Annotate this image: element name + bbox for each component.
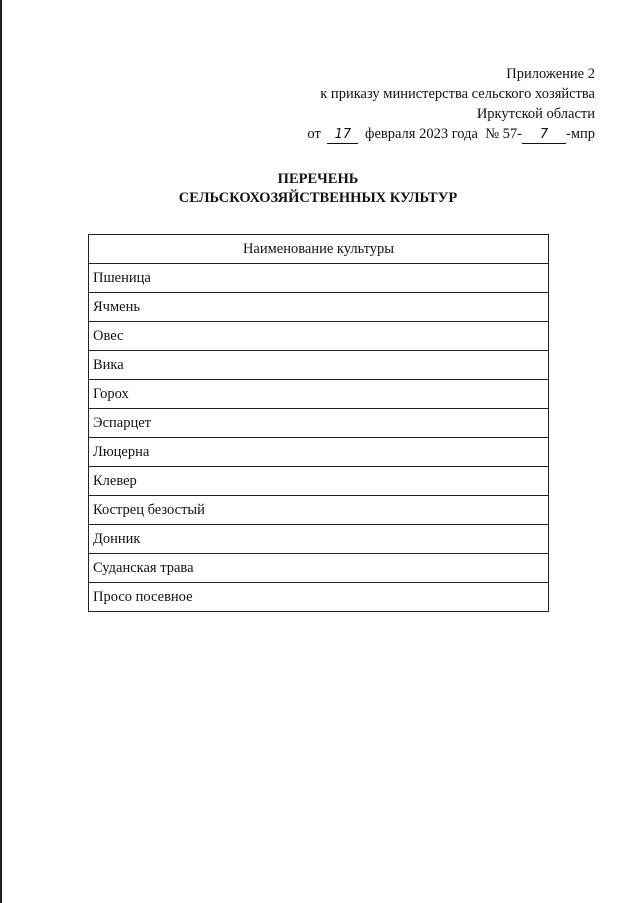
appendix-label: Приложение 2 bbox=[506, 66, 595, 82]
column-header: Наименование культуры bbox=[89, 235, 549, 264]
table-cell: Суданская трава bbox=[89, 554, 549, 583]
handwritten-day: 17 bbox=[327, 128, 358, 144]
table-cell: Донник bbox=[89, 525, 549, 554]
table-cell: Эспарцет bbox=[89, 409, 549, 438]
table-row bbox=[89, 583, 549, 612]
table-cell: Овес bbox=[89, 322, 549, 351]
table-cell: Просо посевное bbox=[89, 583, 549, 612]
table-row bbox=[89, 264, 549, 293]
table-row bbox=[89, 322, 549, 351]
crops-table bbox=[88, 234, 549, 612]
scan-edge bbox=[0, 0, 2, 903]
handwritten-number: 7 bbox=[522, 128, 566, 144]
table-row bbox=[89, 380, 549, 409]
table-cell: Ячмень bbox=[89, 293, 549, 322]
table-row bbox=[89, 496, 549, 525]
document-title bbox=[88, 170, 548, 208]
table-cell: Горох bbox=[89, 380, 549, 409]
order-date-number bbox=[307, 124, 595, 144]
date-prefix: от bbox=[307, 126, 321, 142]
number-prefix: № 57- bbox=[485, 126, 522, 142]
table-row bbox=[89, 525, 549, 554]
table-row bbox=[89, 293, 549, 322]
date-rest: февраля 2023 года bbox=[365, 126, 478, 142]
table-header-row bbox=[89, 235, 549, 264]
region-name: Иркутской области bbox=[476, 106, 595, 122]
table-cell: Пшеница bbox=[89, 264, 549, 293]
table-row bbox=[89, 351, 549, 380]
table-row bbox=[89, 554, 549, 583]
table-cell: Вика bbox=[89, 351, 549, 380]
title-line-1: ПЕРЕЧЕНЬ bbox=[277, 171, 359, 187]
table-cell: Клевер bbox=[89, 467, 549, 496]
table-row bbox=[89, 438, 549, 467]
table-cell: Люцерна bbox=[89, 438, 549, 467]
number-suffix: -мпр bbox=[565, 126, 595, 142]
table-row bbox=[89, 467, 549, 496]
table-cell: Кострец безостый bbox=[89, 496, 549, 525]
table-row bbox=[89, 409, 549, 438]
order-reference: к приказу министерства сельского хозяйства bbox=[320, 86, 595, 102]
title-line-2: СЕЛЬСКОХОЗЯЙСТВЕННЫХ КУЛЬТУР bbox=[178, 190, 458, 206]
document-header bbox=[307, 64, 595, 144]
